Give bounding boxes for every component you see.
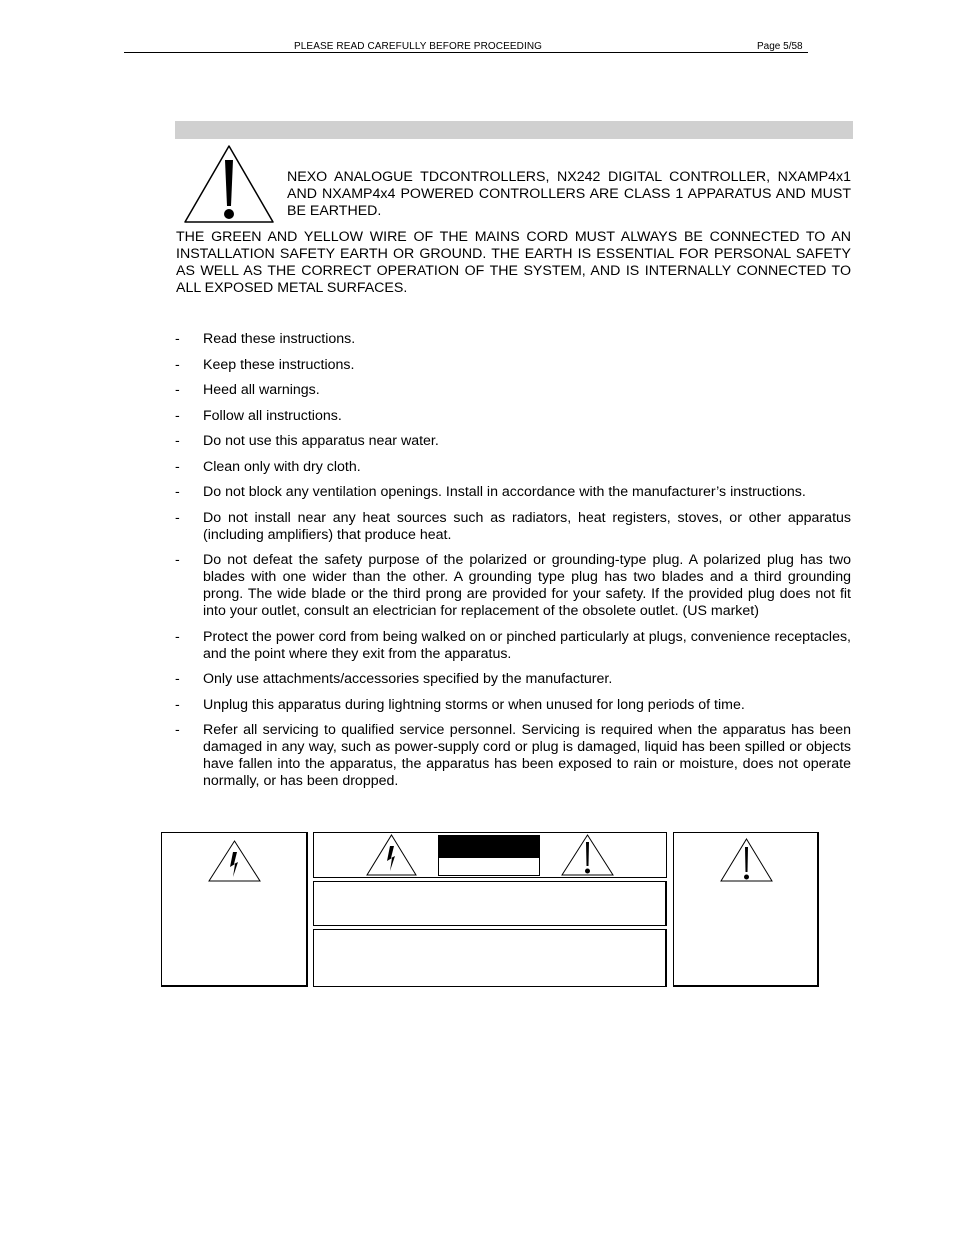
header-rule: [124, 52, 808, 53]
list-item: [175, 484, 851, 501]
list-item-text: Do not use this apparatus near water.: [203, 433, 439, 449]
box-shadow: [673, 985, 819, 987]
list-item-text: Follow all instructions.: [203, 407, 342, 424]
list-bullet: -: [175, 458, 180, 475]
list-bullet: -: [175, 722, 180, 738]
list-item: [175, 629, 851, 663]
caution-label-text-box: [313, 929, 667, 987]
box-shadow: [817, 832, 819, 987]
list-item-text: Heed all warnings.: [203, 382, 320, 398]
header-title: PLEASE READ CAREFULLY BEFORE PROCEEDING: [294, 41, 543, 52]
page-number: Page 5/58: [757, 41, 803, 52]
list-bullet: -: [175, 552, 180, 568]
list-item: [175, 433, 851, 450]
list-item: [175, 697, 851, 714]
list-item-text: Refer all servicing to qualified service personnel. Servicing is required when the apparatus has been damaged in any way, such as power-supply cord or plug is damaged, liquid has been spilled or objects have fallen into the apparatus, the apparatus has been exposed to rain or moisture, does not operate normally, or has been dropped.: [203, 722, 851, 789]
list-item: [175, 552, 851, 620]
list-item-text: Unplug this apparatus during lightning storms or when unused for long periods of time.: [203, 696, 745, 713]
caution-label-black: [438, 835, 540, 857]
list-item: [175, 357, 851, 374]
list-bullet: -: [175, 331, 180, 347]
list-item-text: Do not block any ventilation openings. Install in accordance with the manufacturer’s instructions.: [203, 484, 806, 500]
list-item: [175, 382, 851, 399]
list-bullet: -: [175, 671, 180, 687]
list-item-text: Do not install near any heat sources such as radiators, heat registers, stoves, or other apparatus (including amplifiers) that produce heat.: [203, 509, 851, 543]
list-item: [175, 722, 851, 790]
list-bullet: -: [175, 356, 180, 373]
list-item: [175, 408, 851, 425]
caution-label-text-box: [313, 881, 667, 926]
list-bullet: -: [175, 628, 180, 645]
list-item: [175, 510, 851, 544]
list-item-text: Protect the power cord from being walked on or pinched particularly at plugs, convenience receptacles, and the point where they exit from the apparatus.: [203, 628, 851, 662]
earthing-body: THE GREEN AND YELLOW WIRE OF THE MAINS CORD MUST ALWAYS BE CONNECTED TO AN INSTALLATION SAFETY EARTH OR GROUND. THE EARTH IS ESSENTIAL FOR PERSONAL SAFETY AS WELL AS THE CORRECT OPERATION OF THE SYSTEM, AND IS INTERNALLY CONNECTED TO ALL EXPOSED METAL SURFACES.: [176, 229, 851, 296]
list-item-text: Keep these instructions.: [203, 356, 355, 373]
exclamation-triangle-icon: [720, 838, 773, 882]
list-bullet: -: [175, 696, 180, 713]
list-item: [175, 331, 851, 348]
list-bullet: -: [175, 509, 180, 526]
section-heading-bar: [175, 121, 853, 139]
list-item-text: Read these instructions.: [203, 331, 356, 347]
list-bullet: -: [175, 433, 180, 449]
list-item-text: Only use attachments/accessories specified by the manufacturer.: [203, 671, 613, 687]
exclamation-triangle-icon: [183, 144, 275, 224]
lightning-triangle-icon: [208, 840, 261, 882]
safety-instructions-list: [175, 331, 851, 799]
list-item-text: Clean only with dry cloth.: [203, 458, 361, 475]
list-bullet: -: [175, 484, 180, 500]
exclamation-triangle-icon: [561, 834, 614, 876]
box-shadow: [161, 985, 307, 987]
box-shadow: [306, 832, 308, 987]
list-bullet: -: [175, 407, 180, 424]
list-item: [175, 459, 851, 476]
caution-label-white: [438, 857, 540, 876]
list-item-text: Do not defeat the safety purpose of the polarized or grounding-type plug. A polarized plug has two blades with one wider than the other. A grounding type plug has two blades and a third grounding prong. The wide blade or the third prong are provided for your safety. If the provided plug does not fit into your outlet, consult an electrician for replacement of the obsolete outlet. (US market): [203, 552, 851, 619]
list-bullet: -: [175, 382, 180, 398]
earthing-intro: NEXO ANALOGUE TDCONTROLLERS, NX242 DIGITAL CONTROLLER, NXAMP4x1 AND NXAMP4x4 POWERED CONTROLLERS ARE CLASS 1 APPARATUS AND MUST BE EARTHED.: [287, 169, 851, 219]
lightning-triangle-icon: [366, 834, 417, 876]
list-item: [175, 671, 851, 688]
